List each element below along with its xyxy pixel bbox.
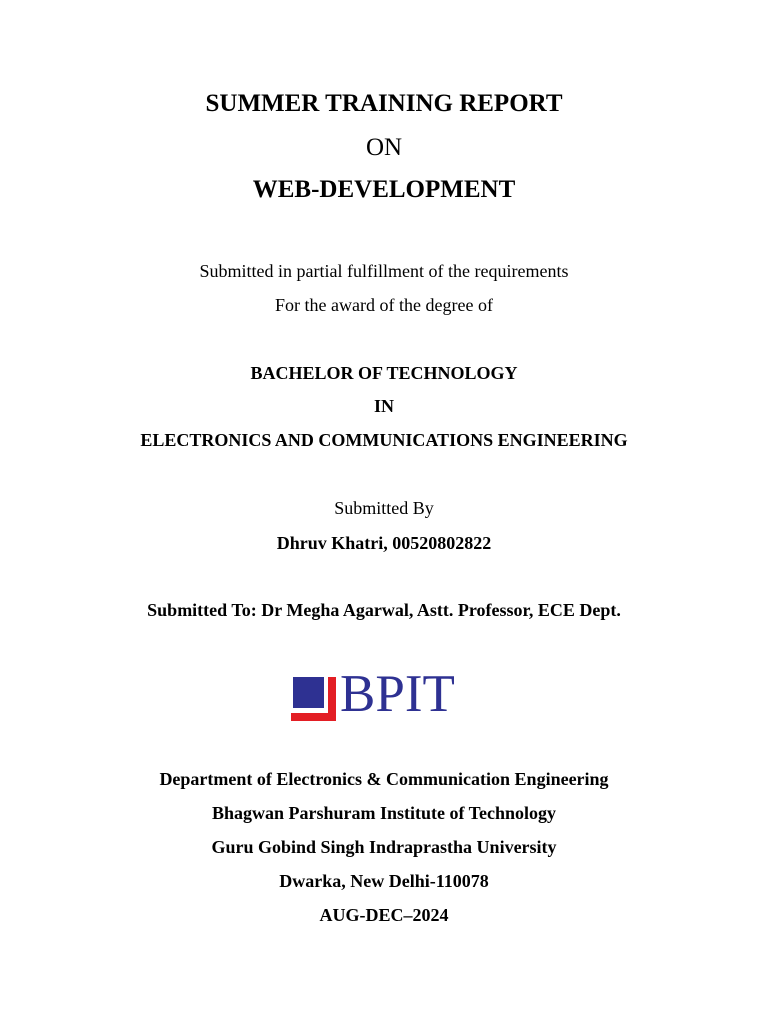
session-dates: AUG-DEC–2024 bbox=[319, 905, 449, 925]
submitted-by-label: Submitted By bbox=[334, 498, 434, 518]
institute-name: Bhagwan Parshuram Institute of Technology bbox=[211, 803, 557, 823]
report-title-on: ON bbox=[365, 134, 403, 161]
degree-name: BACHELOR OF TECHNOLOGY bbox=[250, 363, 518, 383]
university-name: Guru Gobind Singh Indraprastha University bbox=[211, 837, 557, 857]
submission-statement: Submitted in partial fulfillment of the requirements bbox=[199, 261, 569, 281]
degree-branch: ELECTRONICS AND COMMUNICATIONS ENGINEERING bbox=[140, 430, 628, 450]
institute-address: Dwarka, New Delhi-110078 bbox=[279, 871, 489, 891]
bpit-logo-mark bbox=[291, 673, 338, 723]
logo-blue-square bbox=[293, 677, 324, 708]
report-title: SUMMER TRAINING REPORT bbox=[205, 90, 563, 117]
submitted-to: Submitted To: Dr Megha Agarwal, Astt. Professor, ECE Dept. bbox=[147, 600, 621, 620]
bpit-logo-text: BPIT bbox=[340, 665, 455, 723]
department-name: Department of Electronics & Communication Engineering bbox=[159, 769, 609, 789]
logo-red-bar-horizontal bbox=[291, 713, 336, 721]
student-name-roll: Dhruv Khatri, 00520802822 bbox=[276, 533, 492, 553]
report-topic: WEB-DEVELOPMENT bbox=[252, 176, 516, 203]
degree-award-statement: For the award of the degree of bbox=[275, 295, 493, 315]
bpit-logo bbox=[291, 665, 491, 725]
degree-in: IN bbox=[373, 396, 394, 416]
